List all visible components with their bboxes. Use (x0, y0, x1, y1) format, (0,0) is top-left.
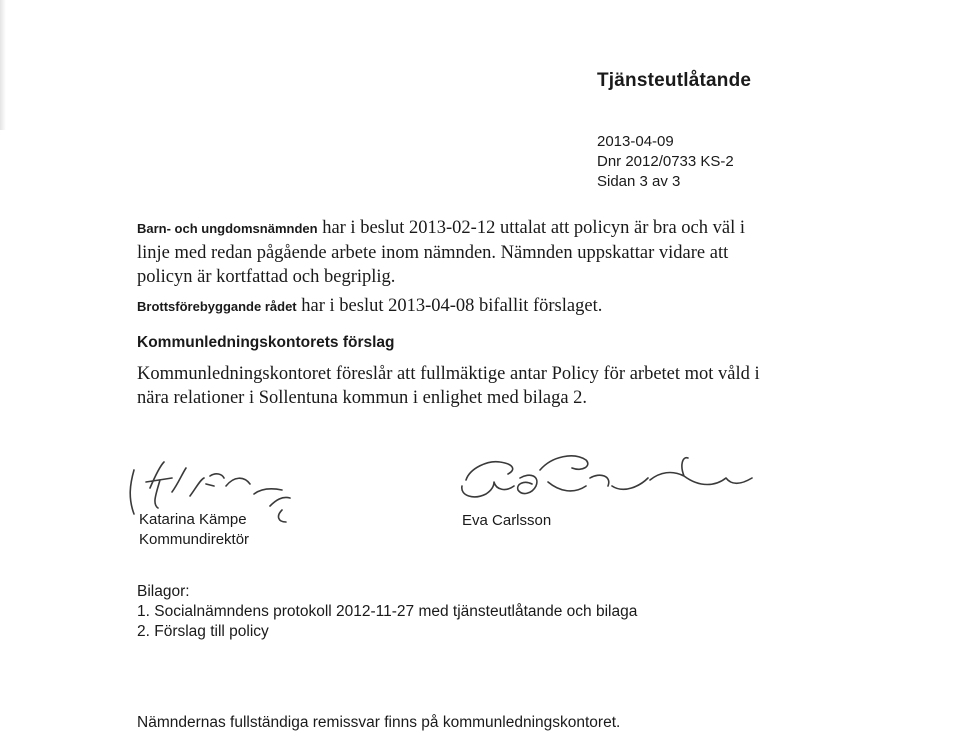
attachment-item: 2. Förslag till policy (137, 623, 269, 640)
attachments-list (137, 582, 637, 642)
signatory-name: Katarina Kämpe (139, 511, 247, 528)
diary-number: Dnr 2012/0733 KS-2 (597, 153, 734, 170)
committee-name: Barn- och ungdomsnämnden (137, 221, 318, 236)
attachments-heading: Bilagor: (137, 583, 190, 600)
signature-carlsson (462, 456, 752, 497)
proposal-text: Kommunledningskontoret föreslår att fullmäktige antar Policy för arbetet mot våld i nära relationer i Sollentuna kommun i enlighet med bilaga 2. (137, 364, 760, 408)
paragraph-text: har i beslut 2013-04-08 bifallit förslaget. (296, 296, 603, 316)
document-title: Tjänsteutlåtande (597, 70, 752, 91)
signatory-kampe (139, 510, 249, 550)
signatory-carlsson (462, 511, 551, 531)
committee-name: Brottsförebyggande rådet (137, 299, 297, 314)
paragraph-text: har i beslut 2013-02-12 uttalat att policyn är bra och väl i linje med redan pågående arbete inom nämnden. Nämnden uppskattar vidare att policyn är kortfattad och begriplig. (137, 218, 745, 287)
section-heading: Kommunledningskontorets förslag (137, 334, 395, 351)
signatory-name: Eva Carlsson (462, 512, 552, 529)
attachment-item: 1. Socialnämndens protokoll 2012-11-27 med tjänsteutlåtande och bilaga (137, 603, 638, 620)
page-number: Sidan 3 av 3 (597, 173, 681, 190)
signatory-title: Kommundirektör (139, 531, 250, 548)
footer-note: Nämndernas fullständiga remissvar finns på kommunledningskontoret. (137, 714, 621, 731)
document-date: 2013-04-09 (597, 133, 674, 150)
